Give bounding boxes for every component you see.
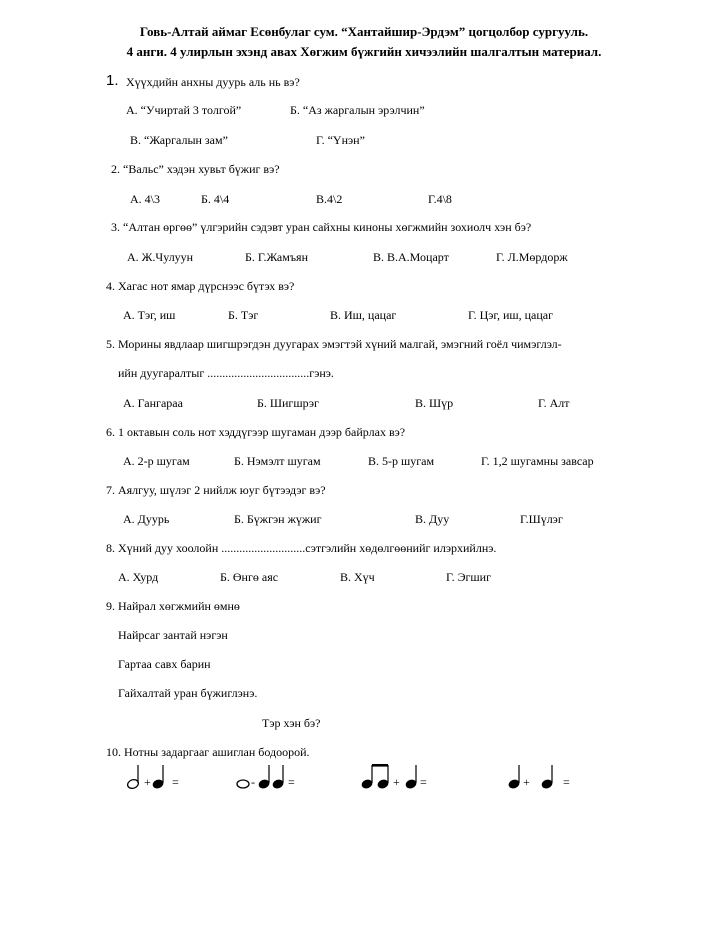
q6-option-c: В. 5-р шугам <box>368 454 435 468</box>
quarter-note-icon <box>151 765 164 790</box>
q3-option-c: В. В.А.Моцарт <box>373 250 449 264</box>
q4-option-d: Г. Цэг, иш, цацаг <box>468 308 554 322</box>
question-5-text-cont: ийн дуугаралтыг ..................................гэнэ. <box>118 366 334 380</box>
equals-sign: = <box>288 775 295 789</box>
question-9-text: 9. Найрал хөгжмийн өмнө <box>106 599 240 613</box>
q2-option-a: А. 4\3 <box>130 192 160 206</box>
q5-option-d: Г. Алт <box>538 396 570 410</box>
q7-option-b: Б. Бүжгэн жүжиг <box>234 512 322 526</box>
header-subject: 4 анги. 4 улирлын эхэнд авах Хөгжим бүжгийн хичээлийн шалгалтын материал. <box>126 44 602 59</box>
question-3-text: 3. “Алтан өргөө” үлгэрийн сэдэвт уран сайхны киноны хөгжмийн зохиолч хэн бэ? <box>111 220 532 234</box>
q1-option-b: Б. “Аз жаргалын эрэлчин” <box>290 103 425 117</box>
q8-option-d: Г. Эгшиг <box>446 570 492 584</box>
quarter-note-icon <box>271 765 284 790</box>
q7-option-c: В. Дуу <box>415 512 450 526</box>
plus-sign: + <box>144 775 151 789</box>
q8-option-b: Б. Өнгө аяс <box>220 570 279 584</box>
question-8-text: 8. Хүний дуу хоолойн ............................сэтгэлийн хөдөлгөөнийг илэрхийлнэ. <box>106 541 497 555</box>
note-equation-1 <box>125 762 185 792</box>
poem-line-1: Найрсаг зантай нэгэн <box>118 628 228 642</box>
q2-option-b: Б. 4\4 <box>201 192 230 206</box>
q3-option-d: Г. Л.Мөрдорж <box>496 250 568 264</box>
whole-note-icon <box>237 780 249 788</box>
q1-option-d: Г. “Үнэн” <box>316 133 365 147</box>
question-10-text: 10. Нотны задаргааг ашиглан бодоорой. <box>106 745 310 759</box>
q4-option-a: А. Тэг, иш <box>123 308 176 322</box>
q2-option-d: Г.4\8 <box>428 192 452 206</box>
q5-option-c: В. Шүр <box>415 396 454 410</box>
question-2-text: 2. “Вальс” хэдэн хувьт бүжиг вэ? <box>111 162 280 176</box>
q5-option-b: Б. Шигшрэг <box>257 396 319 410</box>
q2-option-c: В.4\2 <box>316 192 343 206</box>
equals-sign: = <box>172 775 179 789</box>
q6-option-b: Б. Нэмэлт шугам <box>234 454 321 468</box>
question-5-text: 5. Морины явдлаар шигшрэгдэн дуугарах эмэгтэй хүний малгай, эмэгний гоёл чимэглэл- <box>106 337 562 351</box>
equals-sign: = <box>420 775 427 789</box>
note-equation-2 <box>234 762 304 792</box>
quarter-note-icon <box>404 765 417 790</box>
question-1-text: Хүүхдийн анхны дуурь аль нь вэ? <box>126 75 300 89</box>
question-1-number: 1. <box>106 72 119 89</box>
quarter-note-icon <box>257 765 270 790</box>
plus-sign: + <box>393 775 400 789</box>
header-school: Говь-Алтай аймаг Есөнбулаг сум. “Хантайшир-Эрдэм” цогцолбор сургууль. <box>139 24 589 39</box>
q1-option-c: В. “Жаргалын зам” <box>130 133 228 147</box>
q8-option-a: А. Хурд <box>118 570 159 584</box>
q3-option-a: А. Ж.Чулуун <box>127 250 194 264</box>
q4-option-b: Б. Тэг <box>228 308 259 322</box>
minus-sign: - <box>251 775 255 789</box>
beamed-eighth-notes-icon <box>360 764 389 790</box>
q7-option-a: А. Дуурь <box>123 512 170 526</box>
q1-option-a: А. “Учиртай 3 толгой” <box>126 103 242 117</box>
q8-option-c: В. Хүч <box>340 570 375 584</box>
equals-sign: = <box>563 775 570 789</box>
note-equation-4 <box>505 762 575 792</box>
q5-option-a: А. Гангараа <box>123 396 183 410</box>
q4-option-c: В. Иш, цацаг <box>330 308 397 322</box>
q6-option-d: Г. 1,2 шугамны завсар <box>481 454 594 468</box>
q6-option-a: А. 2-р шугам <box>123 454 190 468</box>
poem-line-3: Гайхалтай уран бүжиглэнэ. <box>118 686 258 700</box>
plus-sign: + <box>523 775 530 789</box>
note-equation-3 <box>358 762 438 792</box>
q9-prompt: Тэр хэн бэ? <box>262 716 321 730</box>
question-4-text: 4. Хагас нот ямар дүрснээс бүтэх вэ? <box>106 279 295 293</box>
half-note-icon <box>126 765 139 790</box>
q3-option-b: Б. Г.Жамъян <box>245 250 308 264</box>
q7-option-d: Г.Шүлэг <box>520 512 563 526</box>
poem-line-2: Гартаа савх барин <box>118 657 211 671</box>
quarter-note-icon <box>507 765 520 790</box>
question-7-text: 7. Аялгуу, шүлэг 2 нийлж юуг бүтээдэг вэ? <box>106 483 326 497</box>
quarter-note-icon <box>540 765 553 790</box>
question-6-text: 6. 1 октавын соль нот хэддүгээр шугаман дээр байрлах вэ? <box>106 425 406 439</box>
